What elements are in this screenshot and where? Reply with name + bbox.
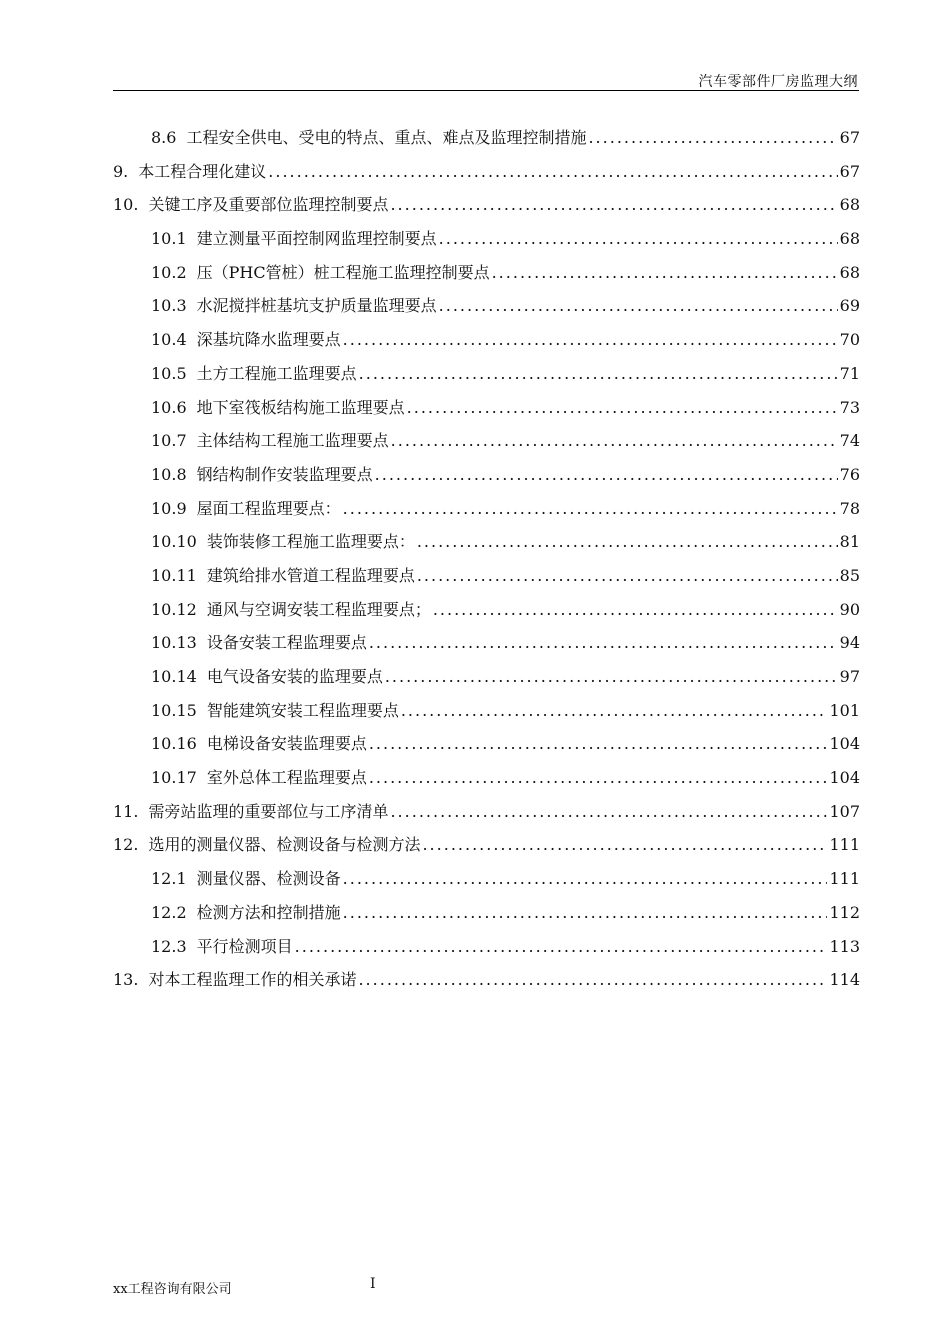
toc-entry-number: 12. [113, 835, 139, 855]
toc-entry-page: 78 [839, 498, 860, 518]
toc-entry-title: 本工程合理化建议 [138, 161, 267, 181]
toc-entry-number: 10.5 [151, 363, 187, 383]
table-of-contents [113, 121, 860, 997]
toc-entry-page: 73 [839, 397, 860, 417]
toc-entry-page: 112 [829, 902, 860, 922]
toc-entry[interactable] [113, 626, 860, 660]
toc-entry-number: 10.12 [151, 599, 197, 619]
toc-dot-leader [390, 188, 837, 222]
toc-entry-number: 10.8 [151, 464, 187, 484]
toc-entry-title: 需旁站监理的重要部位与工序清单 [148, 801, 389, 821]
toc-entry-title: 地下室筏板结构施工监理要点 [196, 397, 405, 417]
toc-entry-number: 13. [113, 970, 139, 990]
toc-entry-page: 74 [839, 431, 860, 451]
toc-entry-number: 10.3 [151, 296, 187, 316]
toc-entry[interactable] [113, 155, 860, 189]
toc-entry-page: 76 [839, 464, 860, 484]
toc-dot-leader [268, 155, 837, 189]
toc-dot-leader [422, 828, 827, 862]
toc-entry[interactable] [113, 357, 860, 391]
toc-entry[interactable] [113, 525, 860, 559]
toc-dot-leader [401, 694, 828, 728]
toc-dot-leader [343, 896, 828, 930]
footer-page-number: I [370, 1276, 376, 1292]
toc-entry[interactable] [113, 458, 860, 492]
toc-entry[interactable] [113, 862, 860, 896]
toc-entry-page: 67 [839, 128, 860, 147]
toc-entry-page: 104 [829, 734, 860, 754]
toc-entry[interactable] [113, 391, 860, 425]
toc-entry[interactable] [113, 761, 860, 795]
toc-entry[interactable] [113, 559, 860, 593]
toc-entry-number: 10.9 [151, 498, 187, 518]
toc-entry-title: 工程安全供电、受电的特点、重点、难点及监理控制措施 [186, 128, 587, 147]
toc-entry-page: 68 [839, 195, 860, 215]
toc-entry-title: 智能建筑安装工程监理要点 [206, 700, 399, 720]
toc-entry-number: 10. [113, 195, 139, 215]
toc-entry[interactable] [113, 694, 860, 728]
toc-entry-title: 建立测量平面控制网监理控制要点 [196, 229, 437, 249]
footer-company: xx工程咨询有限公司 [113, 1282, 232, 1297]
toc-entry-page: 68 [839, 229, 860, 249]
toc-entry-page: 101 [829, 700, 860, 720]
toc-dot-leader [369, 626, 838, 660]
toc-entry[interactable] [113, 660, 860, 694]
toc-dot-leader [369, 761, 828, 795]
toc-entry-title: 通风与空调安装工程监理要点； [206, 599, 431, 619]
toc-entry[interactable] [113, 121, 860, 155]
toc-entry-title: 钢结构制作安装监理要点 [196, 464, 373, 484]
toc-entry-page: 113 [829, 936, 860, 956]
toc-entry-page: 111 [829, 869, 860, 889]
toc-entry-page: 94 [839, 633, 860, 653]
toc-entry-number: 10.10 [151, 532, 197, 552]
toc-dot-leader [417, 559, 838, 593]
toc-dot-leader [359, 357, 838, 391]
toc-dot-leader [588, 121, 837, 155]
toc-entry-title: 测量仪器、检测设备 [196, 869, 341, 889]
toc-entry-page: 69 [839, 296, 860, 316]
toc-entry-title: 屋面工程监理要点： [196, 498, 341, 518]
toc-entry-number: 11. [113, 801, 139, 821]
toc-entry-page: 104 [829, 768, 860, 788]
toc-entry-number: 10.16 [151, 734, 197, 754]
toc-entry[interactable] [113, 963, 860, 997]
toc-entry-number: 10.14 [151, 667, 197, 686]
toc-entry-title: 土方工程施工监理要点 [196, 363, 357, 383]
toc-entry-number: 9. [113, 161, 129, 181]
toc-dot-leader [343, 323, 838, 357]
toc-dot-leader [433, 593, 838, 627]
toc-entry-title: 平行检测项目 [196, 936, 293, 956]
toc-entry-number: 12.2 [151, 902, 187, 922]
toc-entry-title: 建筑给排水管道工程监理要点 [206, 565, 415, 585]
toc-entry-title: 对本工程监理工作的相关承诺 [148, 970, 357, 990]
toc-entry-title: 检测方法和控制措施 [196, 902, 341, 922]
toc-entry-page: 71 [839, 363, 860, 383]
toc-entry[interactable] [113, 930, 860, 964]
toc-entry[interactable] [113, 256, 860, 290]
toc-dot-leader [407, 391, 838, 425]
toc-entry-title: 设备安装工程监理要点 [206, 633, 367, 653]
toc-entry[interactable] [113, 727, 860, 761]
toc-entry[interactable] [113, 188, 860, 222]
toc-entry-number: 10.4 [151, 330, 187, 350]
toc-entry-number: 10.6 [151, 397, 187, 417]
toc-entry-page: 70 [839, 330, 860, 350]
toc-entry-title: 关键工序及重要部位监理控制要点 [148, 195, 389, 215]
toc-entry-number: 10.15 [151, 700, 197, 720]
toc-entry[interactable] [113, 795, 860, 829]
toc-entry-title: 装饰装修工程施工监理要点： [206, 532, 415, 552]
toc-entry-page: 68 [839, 262, 860, 282]
toc-entry[interactable] [113, 492, 860, 526]
toc-entry-number: 10.1 [151, 229, 187, 249]
toc-dot-leader [343, 492, 838, 526]
toc-entry-number: 10.17 [151, 768, 197, 788]
toc-entry[interactable] [113, 593, 860, 627]
toc-entry-title: 电气设备安装的监理要点 [206, 667, 383, 686]
toc-entry-number: 12.3 [151, 936, 187, 956]
toc-entry-page: 107 [829, 801, 860, 821]
toc-dot-leader [439, 222, 838, 256]
toc-entry-number: 8.6 [151, 128, 177, 147]
toc-entry-title: 水泥搅拌桩基坑支护质量监理要点 [196, 296, 437, 316]
toc-dot-leader [391, 424, 838, 458]
toc-entry-title: 主体结构工程施工监理要点 [196, 431, 389, 451]
toc-dot-leader [369, 727, 828, 761]
toc-entry[interactable] [113, 896, 860, 930]
toc-entry-number: 10.13 [151, 633, 197, 653]
toc-dot-leader [343, 862, 828, 896]
toc-entry-number: 10.2 [151, 262, 187, 282]
toc-dot-leader [295, 930, 828, 964]
toc-entry-page: 114 [829, 970, 860, 990]
toc-entry-title: 选用的测量仪器、检测设备与检测方法 [148, 835, 421, 855]
toc-entry[interactable] [113, 828, 860, 862]
toc-dot-leader [385, 660, 838, 694]
toc-entry[interactable] [113, 424, 860, 458]
toc-entry-page: 97 [839, 667, 860, 686]
toc-entry-page: 90 [839, 599, 860, 619]
toc-entry[interactable] [113, 323, 860, 357]
toc-entry-page: 111 [829, 835, 860, 855]
toc-entry[interactable] [113, 289, 860, 323]
toc-entry-page: 67 [839, 161, 860, 181]
toc-entry-page: 85 [839, 565, 860, 585]
toc-entry[interactable] [113, 222, 860, 256]
toc-entry-page: 81 [839, 532, 860, 552]
toc-dot-leader [358, 963, 827, 997]
toc-entry-number: 10.11 [151, 565, 197, 585]
toc-entry-title: 深基坑降水监理要点 [196, 330, 341, 350]
toc-dot-leader [492, 256, 838, 290]
toc-dot-leader [439, 289, 838, 323]
document-header-title: 汽车零部件厂房监理大纲 [698, 74, 858, 90]
toc-dot-leader [417, 525, 838, 559]
toc-entry-number: 10.7 [151, 431, 187, 451]
toc-entry-title: 电梯设备安装监理要点 [206, 734, 367, 754]
header-divider [113, 90, 859, 91]
toc-entry-title: 室外总体工程监理要点 [206, 768, 367, 788]
toc-dot-leader [375, 458, 838, 492]
toc-entry-number: 12.1 [151, 869, 187, 889]
toc-dot-leader [390, 795, 827, 829]
toc-entry-title: 压（PHC管桩）桩工程施工监理控制要点 [196, 262, 490, 282]
